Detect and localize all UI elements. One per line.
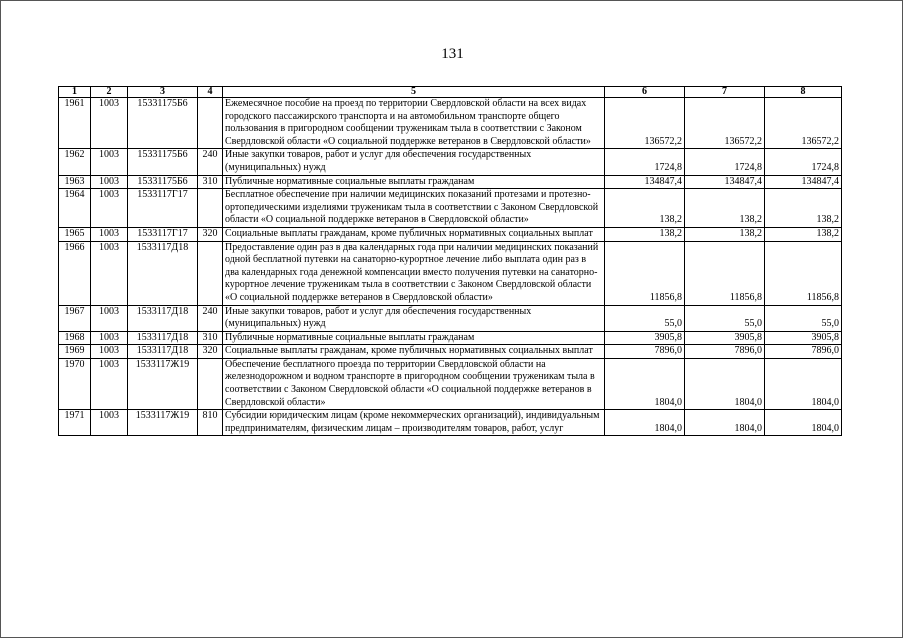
item-name: Публичные нормативные социальные выплаты гражданам: [223, 175, 605, 189]
target-code: 1533117Г17: [128, 227, 198, 241]
amount-col8: 3905,8: [765, 331, 842, 345]
row-number: 1961: [59, 98, 91, 149]
amount-col7: 138,2: [685, 189, 765, 228]
amount-col6: 136572,2: [605, 98, 685, 149]
expense-type: [198, 358, 223, 409]
expense-type: 320: [198, 227, 223, 241]
amount-col8: 1804,0: [765, 410, 842, 436]
table-row: [59, 189, 842, 228]
header-cell: 8: [765, 87, 842, 98]
section-code: 1003: [91, 241, 128, 305]
expense-type: 240: [198, 149, 223, 175]
amount-col6: 11856,8: [605, 241, 685, 305]
row-number: 1965: [59, 227, 91, 241]
item-name: Субсидии юридическим лицам (кроме некоммерческих организаций), индивидуальным предпринимателям, физическим лицам – производителям товаров, работ, услуг: [223, 410, 605, 436]
target-code: 1533117Д18: [128, 241, 198, 305]
budget-table: [58, 86, 842, 436]
table-row: [59, 358, 842, 409]
table-row: [59, 331, 842, 345]
amount-col7: 1804,0: [685, 358, 765, 409]
header-cell: 6: [605, 87, 685, 98]
table-row: [59, 410, 842, 436]
table-row: [59, 98, 842, 149]
section-code: 1003: [91, 175, 128, 189]
expense-type: 240: [198, 305, 223, 331]
row-number: 1964: [59, 189, 91, 228]
section-code: 1003: [91, 345, 128, 359]
amount-col7: 7896,0: [685, 345, 765, 359]
expense-type: 810: [198, 410, 223, 436]
expense-type: [198, 189, 223, 228]
item-name: Ежемесячное пособие на проезд по территории Свердловской области на всех видах городского пассажирского транспорта и на автомобильном транспорте общего пользования в пригородном сообщении труженикам тыла в соответствии с Законом Свердловской области «О социальной поддержке ветеранов в Свердловской области»: [223, 98, 605, 149]
section-code: 1003: [91, 305, 128, 331]
target-code: 15331175Б6: [128, 149, 198, 175]
amount-col6: 1804,0: [605, 358, 685, 409]
amount-col8: 134847,4: [765, 175, 842, 189]
item-name: Социальные выплаты гражданам, кроме публичных нормативных социальных выплат: [223, 345, 605, 359]
amount-col6: 138,2: [605, 189, 685, 228]
amount-col6: 138,2: [605, 227, 685, 241]
expense-type: 320: [198, 345, 223, 359]
item-name: Обеспечение бесплатного проезда по территории Свердловской области на железнодорожном и водном транспорте в пригородном сообщении труженикам тыла в соответствии с Законом Свердловской области «О социальной поддержке ветеранов в Свердловской области»: [223, 358, 605, 409]
expense-type: [198, 98, 223, 149]
amount-col8: 138,2: [765, 189, 842, 228]
header-cell: 7: [685, 87, 765, 98]
section-code: 1003: [91, 358, 128, 409]
expense-type: 310: [198, 331, 223, 345]
target-code: 1533117Д18: [128, 345, 198, 359]
amount-col8: 136572,2: [765, 98, 842, 149]
amount-col6: 3905,8: [605, 331, 685, 345]
row-number: 1963: [59, 175, 91, 189]
item-name: Иные закупки товаров, работ и услуг для обеспечения государственных (муниципальных) нужд: [223, 149, 605, 175]
target-code: 1533117Ж19: [128, 358, 198, 409]
section-code: 1003: [91, 98, 128, 149]
section-code: 1003: [91, 410, 128, 436]
amount-col7: 3905,8: [685, 331, 765, 345]
header-cell: 1: [59, 87, 91, 98]
table-row: [59, 227, 842, 241]
amount-col7: 55,0: [685, 305, 765, 331]
amount-col6: 7896,0: [605, 345, 685, 359]
amount-col7: 138,2: [685, 227, 765, 241]
amount-col8: 1724,8: [765, 149, 842, 175]
page-number: 131: [441, 46, 464, 62]
expense-type: [198, 241, 223, 305]
target-code: 1533117Г17: [128, 189, 198, 228]
amount-col8: 7896,0: [765, 345, 842, 359]
item-name: Социальные выплаты гражданам, кроме публичных нормативных социальных выплат: [223, 227, 605, 241]
item-name: Иные закупки товаров, работ и услуг для обеспечения государственных (муниципальных) нужд: [223, 305, 605, 331]
item-name: Публичные нормативные социальные выплаты гражданам: [223, 331, 605, 345]
amount-col7: 134847,4: [685, 175, 765, 189]
item-name: Бесплатное обеспечение при наличии медицинских показаний протезами и протезно-ортопедическими изделиями труженикам тыла в соответствии с Законом Свердловской области «О социальной поддержке ветеранов в Свердловской области»: [223, 189, 605, 228]
amount-col6: 1724,8: [605, 149, 685, 175]
amount-col8: 55,0: [765, 305, 842, 331]
row-number: 1971: [59, 410, 91, 436]
header-cell: 5: [223, 87, 605, 98]
table-row: [59, 345, 842, 359]
section-code: 1003: [91, 331, 128, 345]
row-number: 1970: [59, 358, 91, 409]
header-cell: 3: [128, 87, 198, 98]
row-number: 1966: [59, 241, 91, 305]
table-header: [59, 87, 842, 98]
expense-type: 310: [198, 175, 223, 189]
header-cell: 4: [198, 87, 223, 98]
section-code: 1003: [91, 189, 128, 228]
amount-col7: 136572,2: [685, 98, 765, 149]
section-code: 1003: [91, 227, 128, 241]
target-code: 1533117Д18: [128, 331, 198, 345]
table-row: [59, 305, 842, 331]
row-number: 1969: [59, 345, 91, 359]
table-row: [59, 175, 842, 189]
amount-col6: 134847,4: [605, 175, 685, 189]
target-code: 15331175Б6: [128, 175, 198, 189]
section-code: 1003: [91, 149, 128, 175]
table-body: [59, 98, 842, 436]
target-code: 15331175Б6: [128, 98, 198, 149]
amount-col8: 11856,8: [765, 241, 842, 305]
amount-col6: 1804,0: [605, 410, 685, 436]
amount-col7: 11856,8: [685, 241, 765, 305]
amount-col7: 1804,0: [685, 410, 765, 436]
amount-col7: 1724,8: [685, 149, 765, 175]
target-code: 1533117Ж19: [128, 410, 198, 436]
target-code: 1533117Д18: [128, 305, 198, 331]
header-cell: 2: [91, 87, 128, 98]
row-number: 1968: [59, 331, 91, 345]
row-number: 1967: [59, 305, 91, 331]
item-name: Предоставление один раз в два календарных года при наличии медицинских показаний одной бесплатной путевки на санаторно-курортное лечение либо выплата один раз в два календарных года денежной компенсации вместо получения путевки на санаторно-курортное лечение труженикам тыла в соответствии с Законом Свердловской области «О социальной поддержке ветеранов в Свердловской области»: [223, 241, 605, 305]
amount-col8: 1804,0: [765, 358, 842, 409]
table-row: [59, 149, 842, 175]
row-number: 1962: [59, 149, 91, 175]
table-row: [59, 241, 842, 305]
amount-col8: 138,2: [765, 227, 842, 241]
amount-col6: 55,0: [605, 305, 685, 331]
header-row: [59, 87, 842, 98]
